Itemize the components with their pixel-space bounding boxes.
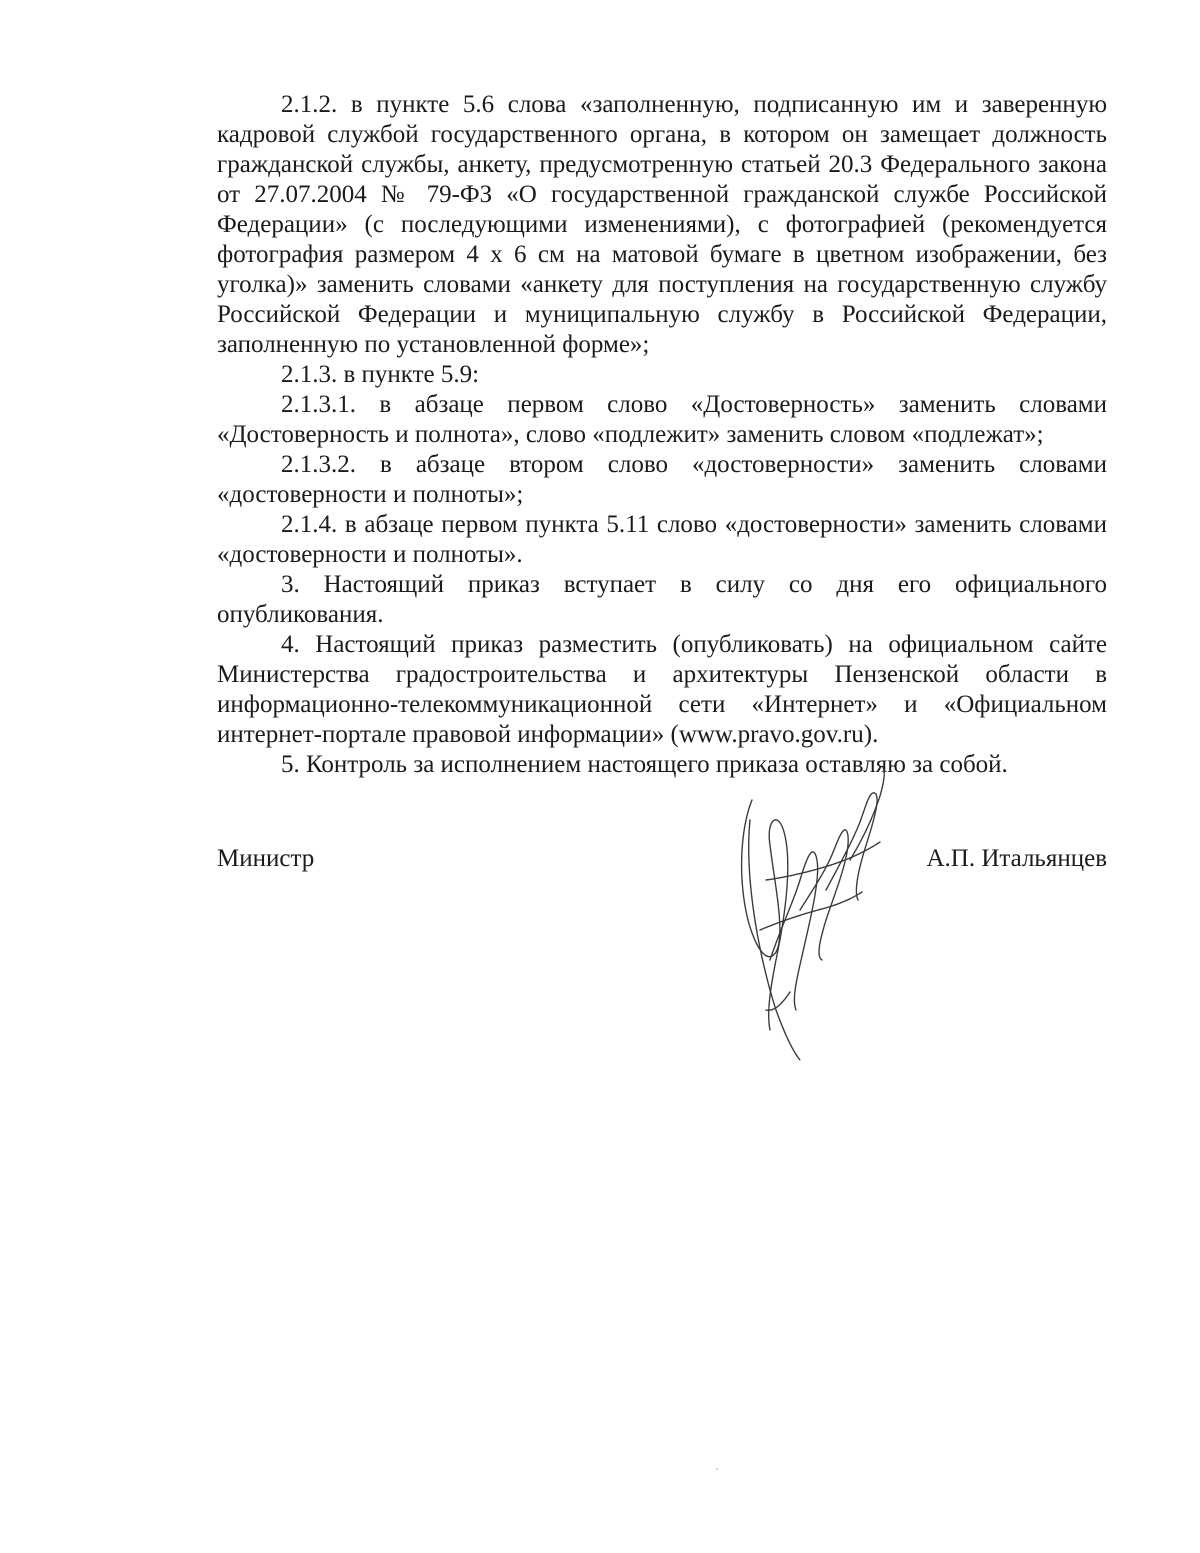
paragraph-3: 3. Настоящий приказ вступает в силу со дня его официального опубликования. (217, 571, 1107, 628)
signature-block (217, 844, 1107, 884)
paragraph-5: 5. Контроль за исполнением настоящего приказа оставляю за собой. (281, 751, 1008, 778)
paragraph-2-1-2: 2.1.2. в пункте 5.6 слова «заполненную, подписанную им и заверенную кадровой службой государственного органа, в котором он замещает должность гражданской службы, анкету, предусмотренную статьей 20.3 Федерального закона от 27.07.2004 № 79-ФЗ «О государственной гражданской службе Российской Федерации» (с последующими изменениями), с фотографией (рекомендуется фотография размером 4 х 6 см на матовой бумаге в цветном изображении, без уголка)» заменить словами «анкету для поступления на государственную службу Российской Федерации и муниципальную службу в Российской Федерации, заполненную по установленной форме»; (217, 91, 1107, 358)
document-body (217, 90, 1107, 780)
handwritten-signature-icon (730, 760, 895, 1065)
signer-position: Министр (217, 845, 315, 872)
signer-name: А.П. Итальянцев (926, 845, 1107, 872)
paragraph-2-1-3-2: 2.1.3.2. в абзаце втором слово «достоверности» заменить словами «достоверности и полноты»; (217, 451, 1107, 508)
paragraph-4: 4. Настоящий приказ разместить (опубликовать) на официальном сайте Министерства градостроительства и архитектуры Пензенской области в информационно-телекоммуникационной сети «Интернет» и «Официальном интернет-портале правовой информации» (www.pravo.gov.ru). (217, 631, 1107, 748)
paragraph-2-1-3-1: 2.1.3.1. в абзаце первом слово «Достоверность» заменить словами «Достоверность и полнота», слово «подлежит» заменить словом «подлежат»; (217, 391, 1107, 448)
paragraph-2-1-3: 2.1.3. в пункте 5.9: (281, 361, 480, 388)
paragraph-2-1-4: 2.1.4. в абзаце первом пункта 5.11 слово «достоверности» заменить словами «достоверности и полноты». (217, 511, 1107, 568)
scan-dot (716, 1468, 718, 1470)
